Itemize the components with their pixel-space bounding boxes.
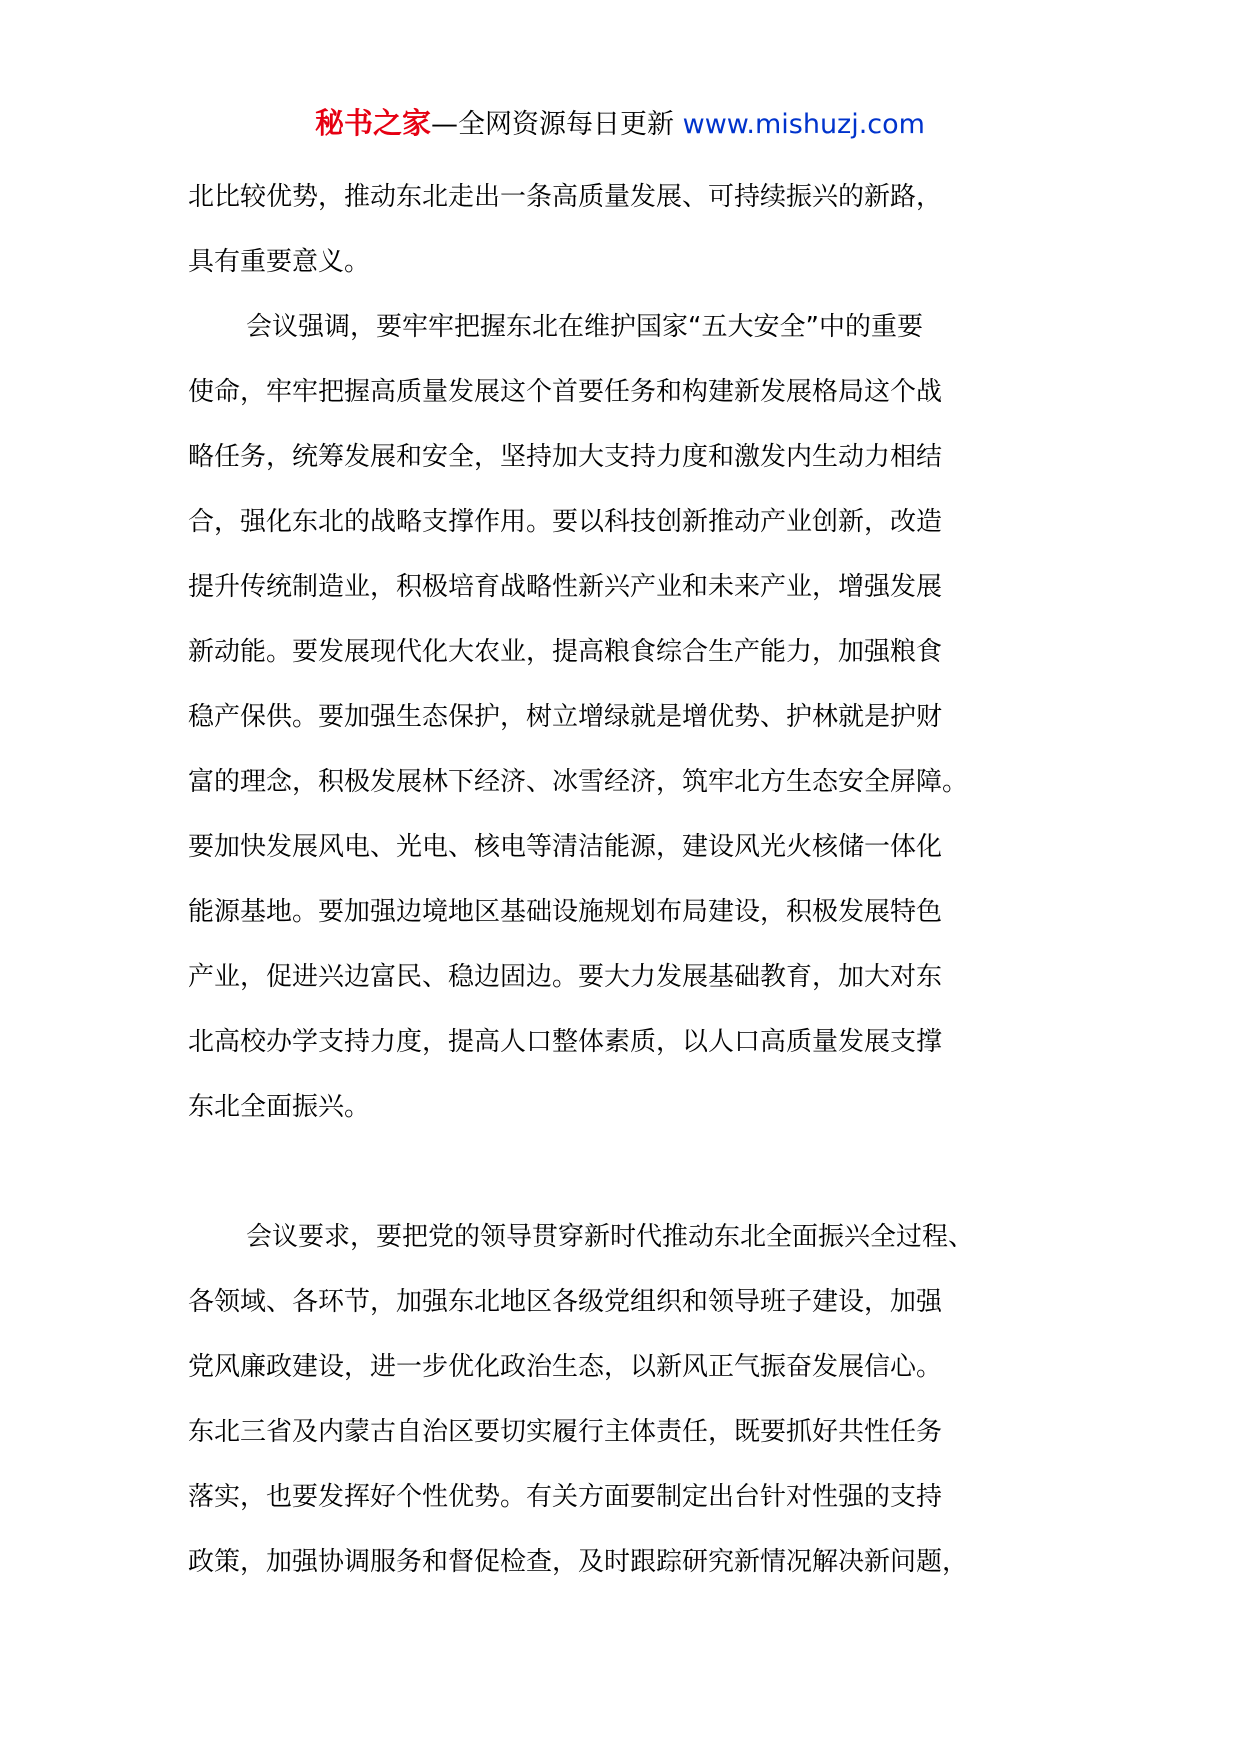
page-header (0, 101, 1240, 147)
header-tagline: —全网资源每日更新 (431, 109, 683, 140)
text-line: 北比较优势，推动东北走出一条高质量发展、可持续振兴的新路， (188, 182, 943, 212)
text-line: 各领域、各环节，加强东北地区各级党组织和领导班子建设，加强 (188, 1287, 943, 1317)
paragraph-spacer (188, 1140, 1066, 1205)
paragraph-2 (188, 295, 1066, 1140)
paragraph-1 (188, 165, 1066, 295)
paragraph-3 (188, 1205, 1066, 1595)
website-link[interactable]: www.mishuzj.com (682, 109, 925, 140)
text-line: 略任务，统筹发展和安全，坚持加大支持力度和激发内生动力相结 (188, 442, 943, 472)
text-line: 政策，加强协调服务和督促检查，及时跟踪研究新情况解决新问题， (188, 1547, 969, 1577)
text-line: 会议强调，要牢牢把握东北在维护国家“五大安全”中的重要 (246, 312, 923, 342)
text-line: 落实，也要发挥好个性优势。有关方面要制定出台针对性强的支持 (188, 1482, 943, 1512)
text-line: 北高校办学支持力度，提高人口整体素质，以人口高质量发展支撑 (188, 1027, 943, 1057)
text-line: 提升传统制造业，积极培育战略性新兴产业和未来产业，增强发展 (188, 572, 943, 602)
text-line: 合，强化东北的战略支撑作用。要以科技创新推动产业创新，改造 (188, 507, 943, 537)
text-line: 稳产保供。要加强生态保护，树立增绿就是增优势、护林就是护财 (188, 702, 943, 732)
text-line: 要加快发展风电、光电、核电等清洁能源，建设风光火核储一体化 (188, 832, 943, 862)
text-line: 使命，牢牢把握高质量发展这个首要任务和构建新发展格局这个战 (188, 377, 943, 407)
text-line: 会议要求，要把党的领导贯穿新时代推动东北全面振兴全过程、 (246, 1222, 975, 1252)
document-body (188, 165, 1066, 1595)
text-line: 具有重要意义。 (188, 247, 371, 277)
text-line: 党风廉政建设，进一步优化政治生态，以新风正气振奋发展信心。 (188, 1352, 943, 1382)
brand-name: 秘书之家 (315, 106, 432, 140)
text-line: 东北全面振兴。 (188, 1092, 371, 1122)
text-line: 东北三省及内蒙古自治区要切实履行主体责任，既要抓好共性任务 (188, 1417, 943, 1447)
text-line: 产业，促进兴边富民、稳边固边。要大力发展基础教育，加大对东 (188, 962, 943, 992)
text-line: 新动能。要发展现代化大农业，提高粮食综合生产能力，加强粮食 (188, 637, 943, 667)
text-line: 能源基地。要加强边境地区基础设施规划布局建设，积极发展特色 (188, 897, 943, 927)
text-line: 富的理念，积极发展林下经济、冰雪经济，筑牢北方生态安全屏障。 (188, 767, 969, 797)
